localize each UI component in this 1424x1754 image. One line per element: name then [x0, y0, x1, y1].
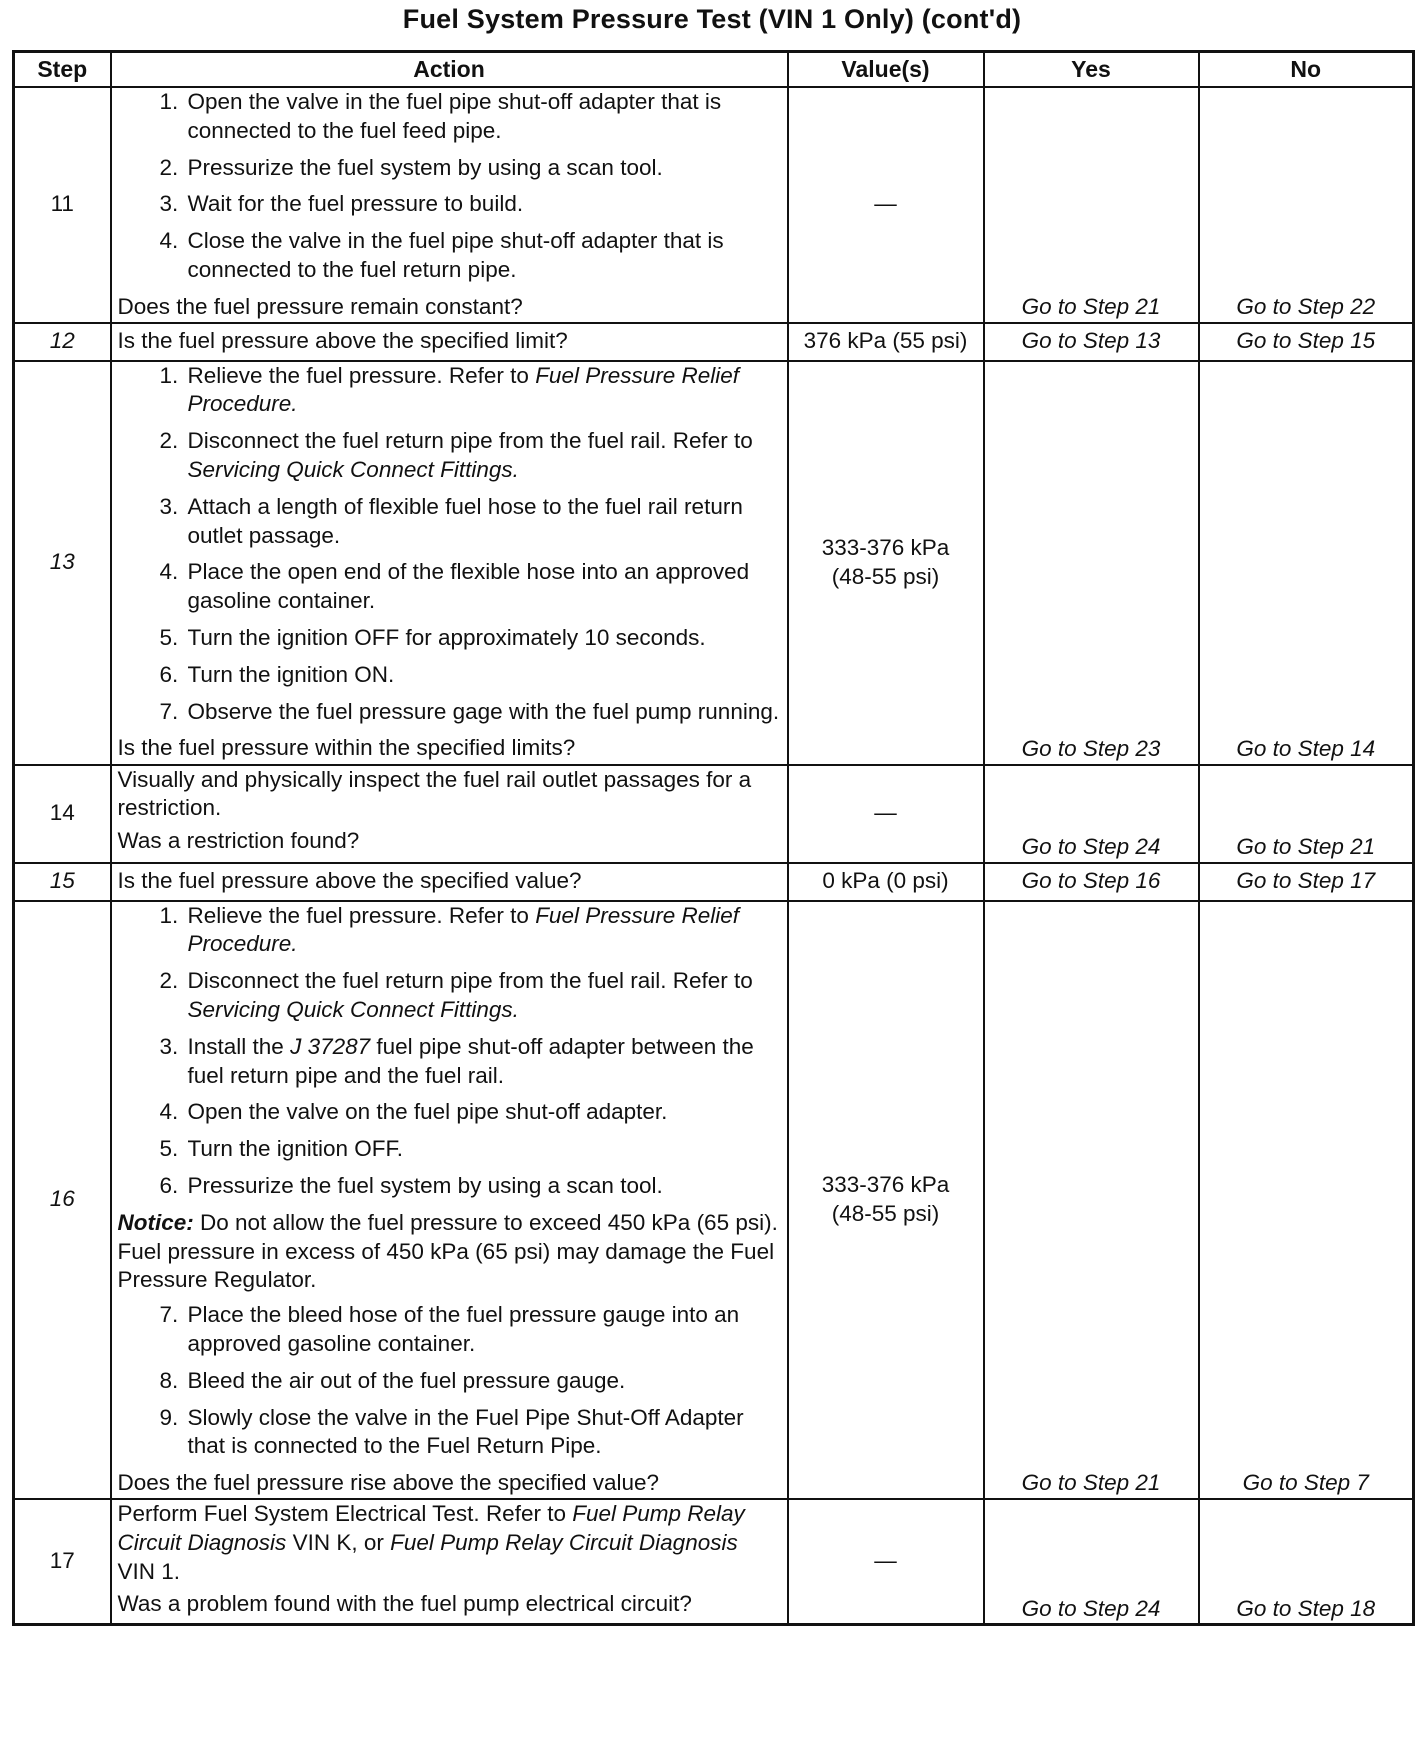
yes-link[interactable]: Go to Step 21 — [984, 87, 1199, 323]
step-number: 17 — [14, 1499, 111, 1625]
header-action: Action — [111, 52, 788, 88]
action-list — [118, 902, 781, 1201]
action-text-part: VIN 1. — [117, 1558, 181, 1584]
step-number: 16 — [14, 901, 111, 1499]
action-question: Is the fuel pressure above the specified value? — [111, 863, 788, 901]
header-value: Value(s) — [788, 52, 984, 88]
action-item — [185, 362, 781, 420]
table-row-step-13 — [14, 361, 1414, 765]
action-question: Does the fuel pressure remain constant? — [117, 293, 523, 319]
header-no: No — [1199, 52, 1414, 88]
action-item: 9. Slowly close the valve in the Fuel Pipe Shut-Off Adapter that is connected to the Fuel Return Pipe. — [185, 1404, 781, 1462]
table-row-step-16 — [14, 901, 1414, 1499]
action-cell — [111, 87, 788, 323]
reference-link[interactable]: Servicing Quick Connect Fittings. — [187, 456, 519, 482]
value-line: 333-376 kPa — [821, 534, 950, 560]
action-item — [185, 1033, 781, 1091]
action-text-part: Perform Fuel System Electrical Test. Refer to — [117, 1500, 573, 1526]
action-text: Install the — [187, 1033, 291, 1059]
action-cell — [111, 361, 788, 765]
action-item: 3. Attach a length of flexible fuel hose to the fuel rail return outlet passage. — [185, 493, 781, 551]
action-list — [118, 1301, 781, 1461]
action-list — [118, 88, 781, 285]
reference-link[interactable]: Fuel Pressure Relief Procedure. — [187, 902, 740, 957]
action-item: 2. Pressurize the fuel system by using a scan tool. — [185, 154, 781, 183]
table-row-step-14 — [14, 765, 1414, 863]
yes-link[interactable]: Go to Step 24 — [984, 765, 1199, 863]
action-item — [185, 427, 781, 485]
action-item: 4. Close the valve in the fuel pipe shut-off adapter that is connected to the fuel return pipe. — [185, 227, 781, 285]
action-item: 1. Open the valve in the fuel pipe shut-off adapter that is connected to the fuel feed pipe. — [185, 88, 781, 146]
reference-link[interactable]: Fuel Pump Relay Circuit Diagnosis — [390, 1529, 738, 1555]
value-cell: 376 kPa (55 psi) — [788, 323, 984, 361]
yes-link[interactable]: Go to Step 16 — [984, 863, 1199, 901]
table-row-step-11 — [14, 87, 1414, 323]
notice-box — [118, 1209, 781, 1295]
no-link[interactable]: Go to Step 18 — [1199, 1499, 1414, 1625]
no-link[interactable]: Go to Step 14 — [1199, 361, 1414, 765]
header-step: Step — [14, 52, 111, 88]
diagnostic-table — [12, 50, 1415, 1626]
step-number: 13 — [14, 361, 111, 765]
reference-link[interactable]: Fuel Pump Relay Circuit Diagnosis — [117, 1500, 745, 1555]
header-yes: Yes — [984, 52, 1199, 88]
action-question: Does the fuel pressure rise above the specified value? — [117, 1470, 660, 1496]
action-text: fuel pipe shut-off adapter between the fuel return pipe and the fuel rail. — [187, 1033, 754, 1088]
reference-link[interactable]: Fuel Pressure Relief Procedure. — [187, 362, 740, 417]
action-item: 5. Turn the ignition OFF. — [185, 1135, 781, 1164]
yes-link[interactable]: Go to Step 21 — [984, 901, 1199, 1499]
value-line: (48-55 psi) — [831, 563, 940, 589]
yes-link[interactable]: Go to Step 24 — [984, 1499, 1199, 1625]
action-text: Disconnect the fuel return pipe from the fuel rail. Refer to — [187, 428, 753, 454]
action-item — [185, 967, 781, 1025]
value-cell: — — [788, 1499, 984, 1625]
value-cell: — — [788, 765, 984, 863]
action-question: Was a problem found with the fuel pump electrical circuit? — [117, 1591, 692, 1617]
reference-link[interactable]: Servicing Quick Connect Fittings. — [187, 996, 519, 1022]
notice-label: Notice: — [117, 1209, 194, 1235]
action-item: 6. Turn the ignition ON. — [185, 661, 781, 690]
action-item: 6. Pressurize the fuel system by using a scan tool. — [185, 1172, 781, 1201]
action-text — [118, 1500, 781, 1586]
table-row-step-15 — [14, 863, 1414, 901]
step-number: 12 — [14, 323, 111, 361]
action-item: 7. Observe the fuel pressure gage with the fuel pump running. — [185, 698, 781, 727]
value-cell — [788, 901, 984, 1499]
action-text: Visually and physically inspect the fuel rail outlet passages for a restriction. — [117, 766, 752, 821]
action-cell — [111, 765, 788, 863]
step-number: 15 — [14, 863, 111, 901]
value-line: (48-55 psi) — [831, 1200, 940, 1226]
value-cell: — — [788, 87, 984, 323]
no-link[interactable]: Go to Step 15 — [1199, 323, 1414, 361]
tool-reference: J 37287 — [290, 1033, 371, 1059]
no-link[interactable]: Go to Step 21 — [1199, 765, 1414, 863]
action-cell — [111, 1499, 788, 1625]
action-item: 5. Turn the ignition OFF for approximately 10 seconds. — [185, 624, 781, 653]
header-row — [14, 52, 1414, 88]
action-item: 8. Bleed the air out of the fuel pressure gauge. — [185, 1367, 781, 1396]
action-question: Was a restriction found? — [117, 828, 360, 854]
action-list — [118, 362, 781, 727]
no-link[interactable]: Go to Step 22 — [1199, 87, 1414, 323]
action-text: Relieve the fuel pressure. Refer to — [187, 362, 536, 388]
action-text: Relieve the fuel pressure. Refer to — [187, 902, 536, 928]
table-row-step-17 — [14, 1499, 1414, 1625]
table-row-step-12 — [14, 323, 1414, 361]
notice-text: Do not allow the fuel pressure to exceed 450 kPa (65 psi). Fuel pressure in excess of 450 kPa (65 psi) may damage the Fuel Pressure Regulator. — [117, 1209, 778, 1293]
yes-link[interactable]: Go to Step 23 — [984, 361, 1199, 765]
action-item — [185, 902, 781, 960]
action-item: 7. Place the bleed hose of the fuel pressure gauge into an approved gasoline container. — [185, 1301, 781, 1359]
action-text-part: VIN K, or — [286, 1529, 391, 1555]
value-cell — [788, 361, 984, 765]
value-cell: 0 kPa (0 psi) — [788, 863, 984, 901]
action-text: Disconnect the fuel return pipe from the fuel rail. Refer to — [187, 968, 753, 994]
action-question: Is the fuel pressure within the specified limits? — [117, 735, 576, 761]
yes-link[interactable]: Go to Step 13 — [984, 323, 1199, 361]
action-item: 4. Place the open end of the flexible hose into an approved gasoline container. — [185, 558, 781, 616]
page-title: Fuel System Pressure Test (VIN 1 Only) (cont'd) — [402, 4, 1022, 34]
no-link[interactable]: Go to Step 7 — [1199, 901, 1414, 1499]
step-number: 11 — [14, 87, 111, 323]
action-item: 4. Open the valve on the fuel pipe shut-off adapter. — [185, 1098, 781, 1127]
action-item: 3. Wait for the fuel pressure to build. — [185, 190, 781, 219]
no-link[interactable]: Go to Step 17 — [1199, 863, 1414, 901]
action-question: Is the fuel pressure above the specified limit? — [111, 323, 788, 361]
action-cell — [111, 901, 788, 1499]
value-line: 333-376 kPa — [821, 1171, 950, 1197]
step-number: 14 — [14, 765, 111, 863]
